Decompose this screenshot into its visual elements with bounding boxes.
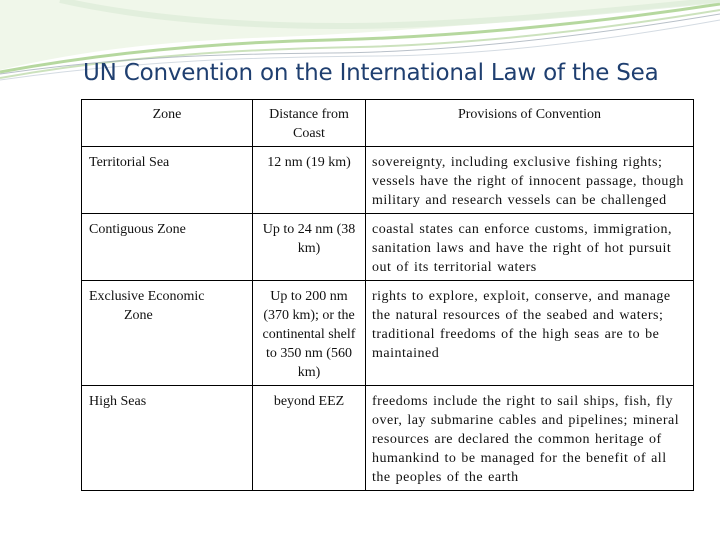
zone-line-2: Zone	[124, 308, 153, 323]
table-row	[82, 281, 694, 386]
provisions-cell: coastal states can enforce customs, immigration, sanitation laws and have the right of hot pursuit out of its territorial waters	[366, 214, 694, 281]
table-row	[82, 147, 694, 214]
header-provisions: Provisions of Convention	[366, 100, 694, 147]
header-distance: Distance from Coast	[253, 100, 366, 147]
table-header-row	[82, 100, 694, 147]
slide-title: UN Convention on the International Law of the Sea	[83, 60, 659, 86]
zone-cell	[82, 281, 253, 386]
provisions-cell: freedoms include the right to sail ships, fish, fly over, lay submarine cables and pipelines; mineral resources are declared the common heritage of humankind to be managed for the benefit of all the peoples of the earth	[366, 386, 694, 491]
zone-cell: Contiguous Zone	[82, 214, 253, 281]
provisions-cell: sovereignty, including exclusive fishing rights; vessels have the right of innocent passage, though military and research vessels can be challenged	[366, 147, 694, 214]
provisions-cell: rights to explore, exploit, conserve, and manage the natural resources of the seabed and waters; traditional freedoms of the high seas are to be maintained	[366, 281, 694, 386]
distance-cell: Up to 24 nm (38 km)	[253, 214, 366, 281]
law-of-sea-table	[81, 99, 694, 491]
zone-cell: High Seas	[82, 386, 253, 491]
distance-cell: Up to 200 nm (370 km); or the continental shelf to 350 nm (560 km)	[253, 281, 366, 386]
zone-cell: Territorial Sea	[82, 147, 253, 214]
zone-line-1: Exclusive Economic	[89, 289, 205, 304]
table-row	[82, 214, 694, 281]
table-row	[82, 386, 694, 491]
distance-cell: beyond EEZ	[253, 386, 366, 491]
header-zone: Zone	[82, 100, 253, 147]
distance-cell: 12 nm (19 km)	[253, 147, 366, 214]
